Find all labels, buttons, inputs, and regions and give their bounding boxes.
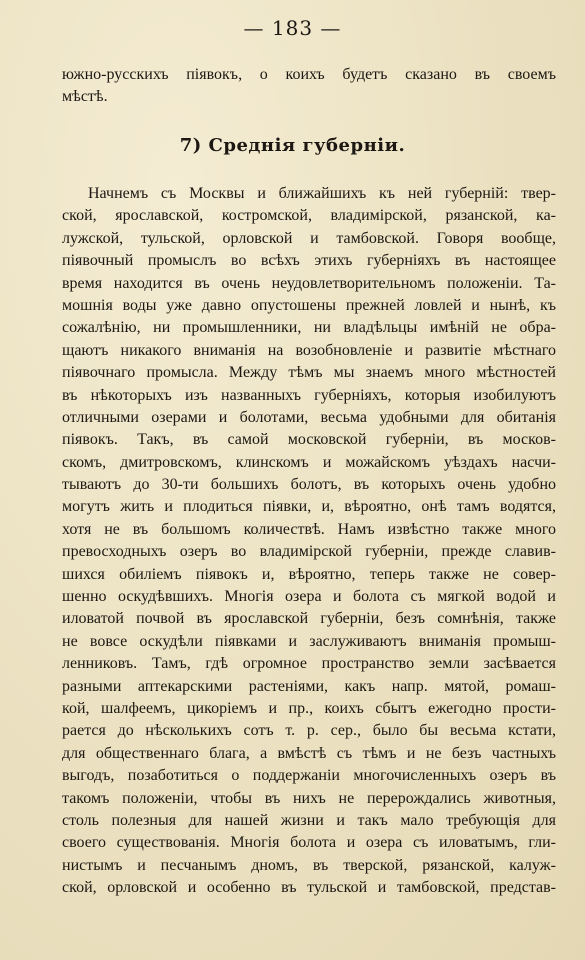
text-line: хотя не въ большомъ количествѣ. Намъ извѣстно также много — [62, 520, 556, 538]
text-line: отличными озерами и болотами, весьма удобными для обитанія — [62, 408, 556, 426]
text-line: не вовсе оскудѣли піявками и заслуживаютъ вниманія промыш- — [62, 632, 556, 650]
text-line: разными аптекарскими растеніями, какъ напр. мятой, ромаш- — [62, 677, 556, 695]
text-line: щаютъ никакого вниманія на возобновленіе и развитіе мѣстнаго — [62, 341, 556, 359]
text-line: выгодъ, позаботиться о поддержаніи многочисленныхъ озеръ въ — [62, 767, 556, 785]
text-line: скомъ, дмитровскомъ, клинскомъ и можайскомъ уѣздахъ насчи- — [62, 453, 556, 471]
text-line: піявокъ. Такъ, въ самой московской губерніи, въ москов- — [62, 431, 556, 449]
text-line: лужской, тульской, орловской и тамбовской. Говоря вообще, — [62, 229, 556, 247]
main-paragraph — [62, 183, 556, 900]
text-line: нистымъ и песчанымъ дномъ, въ тверской, рязанской, калуж- — [62, 856, 556, 874]
text-line: превосходныхъ озеръ во владимірской губерніи, прежде славив- — [62, 543, 556, 561]
text-line: піявочный промыслъ во всѣхъ этихъ губерніяхъ въ настоящее — [62, 252, 556, 270]
text-line: ленниковъ. Тамъ, гдѣ огромное пространство земли засѣвается — [62, 655, 556, 673]
section-heading: 7) Среднія губерніи. — [179, 135, 406, 156]
text-line: ской, ярославской, костромской, владимірской, рязанской, ка- — [62, 207, 556, 225]
text-line: время находится въ очень неудовлетворительномъ положеніи. Та- — [62, 274, 556, 292]
text-line: ской, орловской и особенно въ тульской и тамбовской, представ- — [62, 879, 556, 897]
text-line: шенно оскудѣвшихъ. Многія озера и болота съ мягкой водой и — [62, 588, 556, 606]
text-line: тываютъ до 30-ти большихъ болотъ, въ которыхъ очень удобно — [62, 476, 556, 494]
continuation-text — [62, 64, 556, 109]
text-line: могутъ жить и плодиться піявки, и, вѣроятно, онѣ тамъ водятся, — [62, 498, 556, 516]
text-line: рается до нѣсколькихъ сотъ т. р. сер., было бы весьма кстати, — [62, 722, 556, 740]
text-line: южно-русскихъ піявокъ, о коихъ будетъ сказано въ своемъ — [62, 66, 556, 83]
text-line: для общественнаго блага, а вмѣстѣ съ тѣмъ и не безъ частныхъ — [62, 744, 556, 762]
text-line: въ нѣкоторыхъ изъ названныхъ губерніяхъ, которыя изобилуютъ — [62, 386, 556, 404]
text-line: столь полезныя для нашей жизни и такъ мало требующія для — [62, 811, 556, 829]
text-line: мошнія воды уже давно опустошены прежней ловлей и нынѣ, къ — [62, 296, 556, 314]
text-line: шихся обиліемъ піявокъ и, вѣроятно, теперь также не совер- — [62, 565, 556, 583]
text-line: Начнемъ съ Москвы и ближайшихъ къ ней губерній: твер- — [88, 185, 556, 202]
text-line: піявочнаго промысла. Между тѣмъ мы знаемъ много мѣстностей — [62, 364, 556, 382]
text-line: такомъ положеніи, чтобы въ нихъ не перерождались животныя, — [62, 789, 556, 807]
page-number: — 183 — — [243, 16, 342, 40]
text-line: своего существованія. Многія болота и озера съ иловатымъ, гли- — [62, 834, 556, 852]
text-line: мѣстѣ. — [62, 88, 108, 106]
text-line: иловатой почвой въ ярославской губерніи, безъ сомнѣнія, также — [62, 610, 556, 628]
text-line: кой, шалфеемъ, цикоріемъ и пр., коихъ сбытъ ежегодно прости- — [62, 699, 556, 717]
text-line: сожалѣнію, ни промышленники, ни владѣльцы имѣній не обра- — [62, 319, 556, 337]
